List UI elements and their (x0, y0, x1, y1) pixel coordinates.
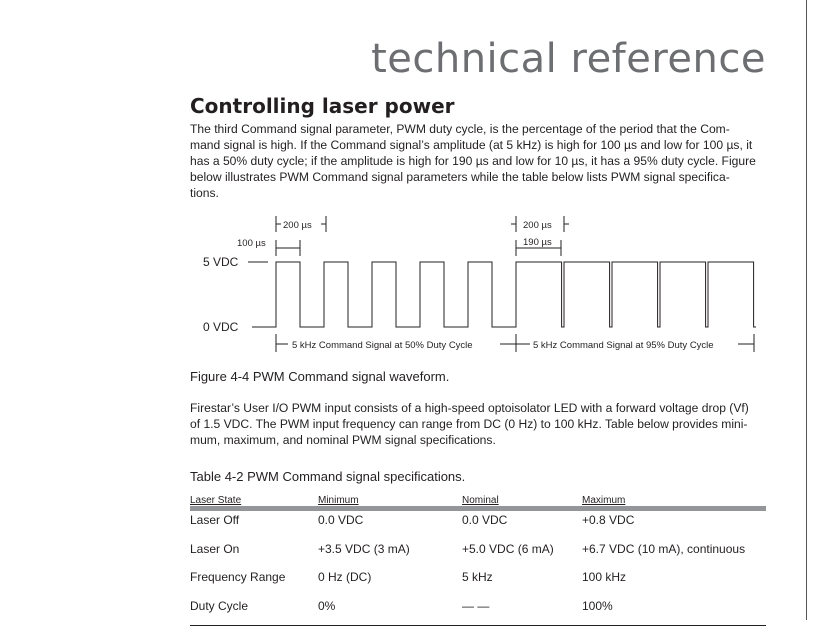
table-caption: Table 4-2 PWM Command signal specifications. (190, 469, 466, 484)
period-label-50: 200 µs (283, 220, 312, 231)
column-header-nominal: Nominal (462, 492, 582, 509)
table-cell: +0.8 VDC (582, 513, 635, 527)
table-cell: 0.0 VDC (318, 513, 364, 527)
table-row (190, 540, 766, 569)
column-header-laser-state: Laser State (190, 492, 318, 509)
table-row (190, 509, 766, 540)
paragraph-line: mand signal is high. If the Command signal’s amplitude (at 5 kHz) is high for 100 µs and low for 100 µs, it (190, 138, 753, 152)
table-cell: 100 kHz (582, 570, 627, 584)
signal-label-50: 5 kHz Command Signal at 50% Duty Cycle (292, 340, 473, 351)
page-edge-line (806, 0, 807, 620)
table-cell: Duty Cycle (190, 597, 318, 626)
paragraph-line: tions. (190, 186, 219, 200)
table-cell: 0.0 VDC (462, 513, 508, 527)
paragraph-line: of 1.5 VDC. The PWM input frequency can range from DC (0 Hz) to 100 kHz. Table below provides mini- (190, 417, 748, 431)
pwm-spec-table (190, 492, 766, 626)
paragraph-line: mum, maximum, and nominal PWM signal specifications. (190, 433, 496, 447)
table-row (190, 568, 766, 597)
pulse-label-50: 100 µs (237, 238, 266, 249)
table-cell: — — (462, 597, 582, 626)
paragraph-line: Firestar’s User I/O PWM input consists of a high-speed optoisolator LED with a forward voltage drop (Vf) (190, 401, 749, 415)
table-row (190, 597, 766, 626)
low-level-label: 0 VDC (203, 320, 239, 334)
column-header-maximum: Maximum (582, 492, 766, 509)
table-cell: +5.0 VDC (6 mA) (462, 541, 554, 556)
table-header-row (190, 492, 766, 509)
period-label-95: 200 µs (523, 220, 552, 231)
header-title: technical reference (371, 36, 766, 82)
table-cell: Frequency Range (190, 570, 286, 584)
pwm-waveform-figure (180, 210, 770, 360)
table-cell: Laser Off (190, 513, 240, 527)
table-cell: 0 Hz (DC) (318, 570, 372, 584)
table-cell: +3.5 VDC (3 mA) (318, 541, 410, 556)
column-header-minimum: Minimum (318, 492, 462, 509)
pwm-waveform-trace (252, 262, 756, 327)
signal-label-95: 5 kHz Command Signal at 95% Duty Cycle (533, 340, 714, 351)
paragraph-line: has a 50% duty cycle; if the amplitude is high for 190 µs and low for 10 µs, it has a 95% duty cycle. Figure (190, 154, 756, 168)
paragraph-line: The third Command signal parameter, PWM duty cycle, is the percentage of the period that the Com- (190, 122, 730, 136)
table-cell: 100% (582, 597, 766, 626)
table-cell: +6.7 VDC (10 mA), continuous (582, 541, 746, 556)
high-level-label: 5 VDC (203, 255, 239, 269)
table-cell: Laser On (190, 541, 240, 556)
description-paragraph (190, 400, 766, 448)
pulse-label-95: 190 µs (523, 237, 552, 248)
intro-paragraph (190, 121, 766, 201)
figure-caption: Figure 4-4 PWM Command signal waveform. (190, 369, 450, 384)
section-title: Controlling laser power (190, 94, 455, 118)
table-cell: 0% (318, 597, 462, 626)
table-cell: 5 kHz (462, 570, 493, 584)
paragraph-line: below illustrates PWM Command signal parameters while the table below lists PWM signal specifica- (190, 170, 730, 184)
